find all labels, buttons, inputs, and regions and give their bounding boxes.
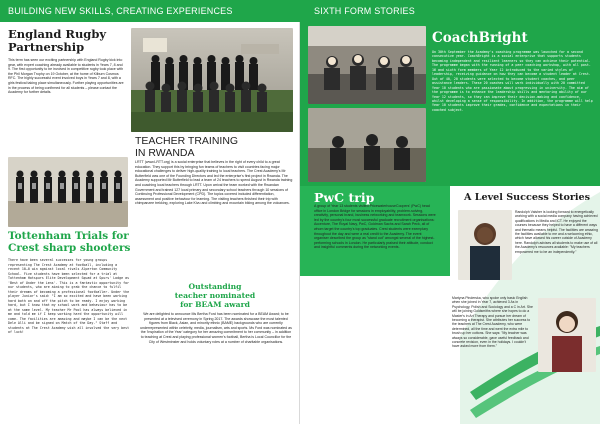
martyna-photo	[538, 298, 596, 372]
coachbright-panel	[300, 22, 600, 186]
coachbright-photo	[308, 26, 426, 104]
coachbright-title: CoachBright	[432, 30, 528, 46]
a-level-title: A Level Success Stories	[463, 192, 591, 203]
teacher-training-body: LRTT (www.LRTT.org) is a social enterprise that believes in the right of every child to a great education. They support this by bringing fun teams of teachers to visit countries facing major educational challenges to deliver high-quality training to local teachers. The Crest Academy's Mr Butterfield was one of the Founding Directors and led the enterprise's first project in Rwanda. The Academy supported Mr Butterfield to lead a team of 24 teachers to spend August in Rwanda training and coaching local teachers through LRTT. Upon arrival the team worked with the Rwandan Government and trained 127 local primary and secondary school teachers through 10 sessions of Continuing Professional Development (CPD). The topics covered included differentiation, assessment and positive behaviour for learning. The visiting teachers finished their trip with chimpanzee trekking, exploring Lake Kivu and climbing and mountain biking among the volcanoes.	[135, 160, 293, 206]
teacher-training-title: TEACHER TRAINING IN RWANDA	[135, 135, 239, 159]
coachbright-body: On 30th September the Academy's coaching programme was launched for a second consecutive year. CoachBright is a social enterprise that supports students becoming independent and resilient learners so they can achieve their potential. The programme began with the running of a peer coaching workshop, with all post-16 and sixth form members of Year 12 introduced to the varied styles of leadership, receiving guidance on how they can become a student leader at Crest. Out of 40, 20 students were selected to become student coaches, and peer assistance leaders. These 20 coaches will work individually with 20 committed Year 10 students who are passionate about progressing in university. The aim of the programme is to enhance the leadership skills and mentoring ability of our Year 12 students, so they can improve their decision-making and confidence, whilst developing a sense of responsibility. In addition, the programme will help Year 10 students improve their grades, confidence and expectations in their coached subject.	[432, 50, 593, 112]
right-section-header: SIXTH FORM STORIES	[300, 0, 600, 22]
left-section-header: BUILDING NEW SKILLS, CREATING EXPERIENCES	[0, 0, 300, 22]
pwc-title: PwC trip	[314, 190, 375, 205]
outstanding-teacher-body: We are delighted to announce Ms Bertha Ford has been nominated for a BEAM Award; to be presented at a televised ceremony in Spring 2017. The awards showcase the most talented figures from Black, Asian, and minority ethnic (BAME) backgrounds who are currently underrepresented within celebrity, media, journalism, arts and sports. Ms Ford was nominated as the 'Inspiration of the Year' category for her amazing commitment to her community – in addition to teaching at Crest and playing professional women's football, Bertha is Local Councillor for the City of Westminster and holds voluntary roles at a number of charitable organisations.	[140, 312, 292, 344]
pwc-body: A group of Year 13 students visited PricewaterhouseCoopers' (PwC) head office in London Bridge for sessions in employability, problem-solving, creativity, personal brand, business networking and teamwork. Sessions were led by the country's four most successful graduate recruitment organisations: Accenture, The Royal Navy, PwC, Goldman Sachs and Sarah Peck, all of whom target the country's top graduates. Crest students were exemplary throughout the day and were a real credit to the Academy. The event organiser described the group as "stand out" amongst several of the highest-performing schools in London. He particularly praised their attitude, conduct and insightful comments during the networking events.	[314, 204, 436, 250]
martyna-story: Martyna Pinderska, who spoke only basic English when she joined in Year 7, achieved 3 As in Psychology, Polish and Sociology and a C in Art. She will be joining Goldsmiths where she hopes to do a Master's in Art Therapy and pursue her dream of becoming a therapist. She attributes her success to the teachers at The Crest Academy, who were determined, all the time and went the extra mile to brush up her cottons. She says: "My teacher was always so considerable, gave useful feedback and concrete revision, even in the holidays. I couldn't have asked more from them."	[452, 296, 533, 349]
randolph-photo	[458, 210, 512, 280]
outstanding-teacher-title: Outstanding teacher nominated for BEAM award	[174, 282, 256, 309]
rugby-team-photo	[131, 28, 293, 132]
tottenham-title: Tottenham Trials for Crest sharp shooters	[8, 230, 131, 254]
england-rugby-title: England Rugby Partnership	[8, 27, 107, 54]
randolph-story: Randolph Vaisher is looking forward to energetically working with a social media company having achieved qualifications in Media and ICT. He enjoyed the courses because they helped to have a different ways and thematic means helpful. The facilities are amazing the facilities available to me and a welcoming ethic, which have allowed his career outside of Academy here. Randolph advises all students to make use of all the Academy's resources available: "My teachers empowered me to be an independently."	[515, 210, 598, 254]
coachbright-photo-2	[308, 108, 426, 182]
england-rugby-body: This term has seen our exciting partnership with England Rugby kick into gear, with expert coaching already available to students in Years 7, 8 and 9. The first opportunity to be involved in competitive rugby took place with the Phil Morgan Trophy on 19 October, at the home of Kilburn Cosmos RFC. The highly successful event involved boys in Years 7 and 8, with a girls festival taking place simultaneously. Further playing opportunities are in the process of being confirmed for all students – please contact the Academy for further details.	[8, 58, 124, 95]
tottenham-body: There have been several successes for young groups representing The Crest Academy at football, including a recent 10–0 win against local rivals Alperton Community School. Five students have been selected for a trial at Tottenham Hotspurs Elite Development Squad at Spurs' Lodge as 'Best of Under the Lens'. This is a fantastic opportunity for our students, who are aiming to grab the chance to fulfil their dreams of becoming a professional footballer. Under the player Junior's said: "I am so excited and have been working hard both on and off the pitch to be ready. I enjoy working hard, but I know that my school work and behaviour has to be at the same level. My teacher Mr Pool has always believed in me and told me if I keep working hard the opportunity will come. The facilities are amazing and maybe I can be the next Dele Alli and be signed on Match of the Day." Staff and students at The Crest Academy wish all involved the very best of luck!	[8, 258, 130, 334]
football-team-photo	[8, 157, 128, 227]
